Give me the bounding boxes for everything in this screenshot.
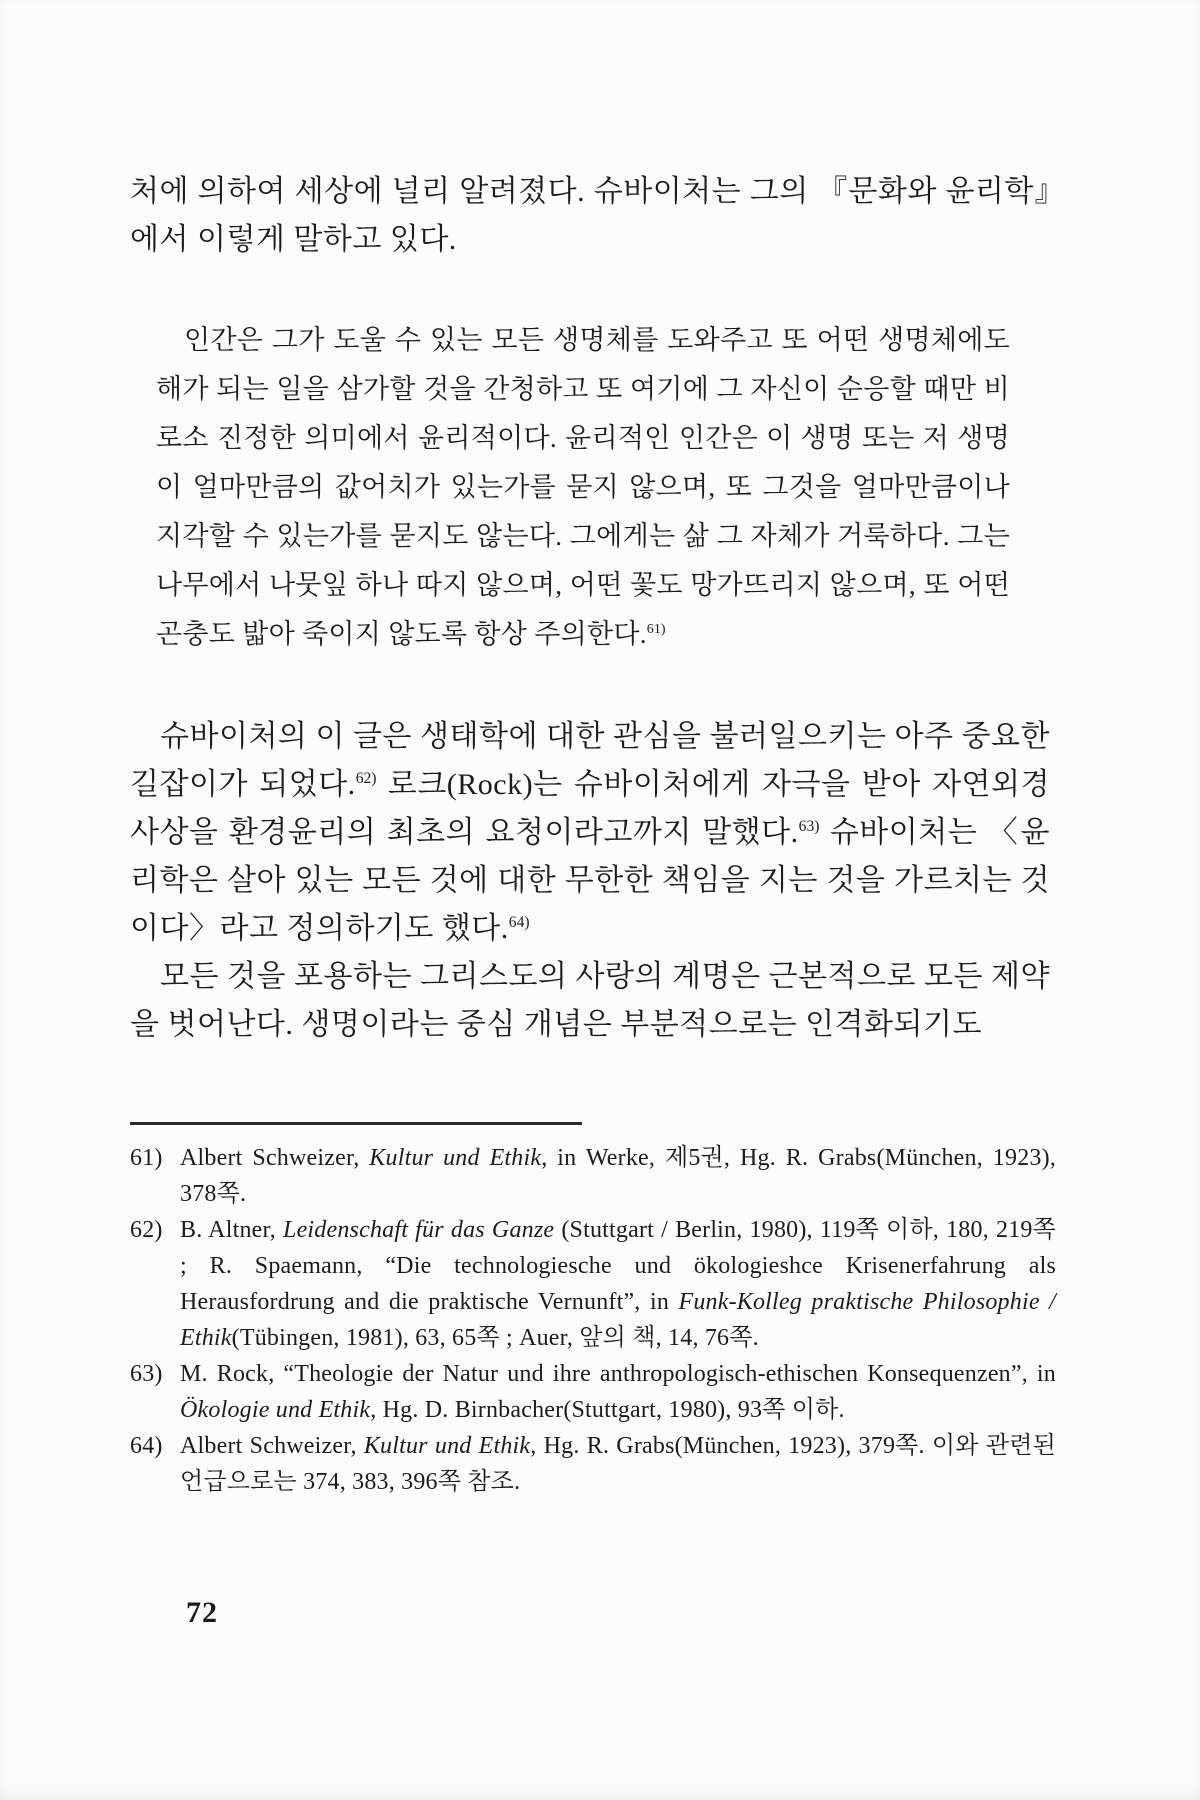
footnote-ref-64: 64): [508, 914, 530, 931]
footnote-62: [130, 1212, 1056, 1356]
footnote-64-title: Kultur und Ethik: [363, 1433, 531, 1459]
paragraph-2-text-c: 슈바이처는 〈윤리학은 살아 있는 모든 것에 대한 무한한 책임을 지는 것을 가르치는 것이다〉라고 정의하기도 했다.: [130, 816, 1050, 945]
footnote-61-title: Kultur und Ethik: [369, 1145, 542, 1171]
footnote-64-text-b: , Hg. R. Grabs(München, 1923), 379쪽. 이와 관련된 언급으로는 374, 383, 396쪽 참조.: [180, 1433, 1056, 1495]
footnote-63-title: Ökologie und Ethik: [180, 1397, 371, 1423]
footnote-62-text-c: (Tübingen, 1981), 63, 65쪽 ; Auer, 앞의 책, 14, 76쪽.: [231, 1325, 759, 1351]
footnote-64: [130, 1428, 1056, 1500]
footnote-separator-rule: [130, 1122, 582, 1125]
quote-text: 인간은 그가 도울 수 있는 모든 생명체를 도와주고 또 어떤 생명체에도 해가 되는 일을 삼가할 것을 간청하고 또 여기에 그 자신이 순응할 때만 비로소 진정한 의미에서 윤리적이다. 윤리적인 인간은 이 생명 또는 저 생명이 얼마만큼의 값어치가 있는가를 묻지 않으며, 또 그것을 얼마만큼이나 지각할 수 있는가를 묻지도 않는다. 그에게는 삶 그 자체가 거룩하다. 그는 나무에서 나뭇잎 하나 따지 않으며, 어떤 꽃도 망가뜨리지 않으며, 또 어떤 곤충도 밟아 죽이지 않도록 항상 주의한다.: [156, 325, 1010, 649]
footnote-61-text-b: , in Werke, 제5권, Hg. R. Grabs(München, 1923), 378쪽.: [180, 1145, 1056, 1207]
footnotes-section: [130, 1140, 1056, 1500]
footnote-62-text: B. Altner,: [180, 1217, 284, 1243]
page-number: 72: [186, 1596, 218, 1629]
paragraph-3-text: 모든 것을 포용하는 그리스도의 사랑의 계명은 근본적으로 모든 제약을 벗어난다. 생명이라는 중심 개념은 부분적으로는 인격화되기도: [130, 960, 1050, 1041]
footnote-64-text: Albert Schweizer,: [180, 1433, 364, 1459]
footnote-63-text-b: , Hg. D. Birnbacher(Stuttgart, 1980), 93쪽 이하.: [370, 1397, 845, 1423]
footnote-61-text: Albert Schweizer,: [180, 1145, 370, 1171]
footnote-62-text-b: (Stuttgart / Berlin, 1980), 119쪽 이하, 180, 219쪽 ; R. Spaemann, “Die technologiesche und ökologieshce Krisenerfahrung als Herausfordrung and die praktische Vernunft”, in: [180, 1217, 1056, 1315]
footnote-62-number: 62): [130, 1217, 163, 1243]
footnote-62-title-a: Leidenschaft für das Ganze: [283, 1217, 555, 1243]
paragraph-continuation: [130, 168, 1050, 264]
footnote-63-text: M. Rock, “Theologie der Natur und ihre anthropologisch-ethischen Konsequenzen”, in: [180, 1361, 1056, 1387]
page-body-text: [130, 168, 1050, 1049]
paragraph-2-text-b: 로크(Rock)는 슈바이처에게 자극을 받아 자연외경사상을 환경윤리의 최초의 요청이라고까지 말했다.: [130, 768, 1050, 849]
paragraph-3: [130, 953, 1050, 1049]
footnote-ref-62: 62): [355, 770, 377, 787]
footnote-61: [130, 1140, 1056, 1212]
footnote-63: [130, 1356, 1056, 1428]
footnote-61-number: 61): [130, 1145, 163, 1171]
paragraph-2-text-a: 슈바이처의 이 글은 생태학에 대한 관심을 불러일으키는 아주 중요한 길잡이가 되었다.: [130, 720, 1050, 801]
footnote-ref-63: 63): [798, 818, 820, 835]
footnote-ref-61: 61): [646, 621, 666, 637]
footnote-62-title-b: Funk-Kolleg praktische Philosophie / Ethik: [180, 1289, 1056, 1351]
paragraph-2: [130, 713, 1050, 953]
footnote-64-number: 64): [130, 1433, 163, 1459]
footnote-63-number: 63): [130, 1361, 163, 1387]
paragraph-1-text: 처에 의하여 세상에 널리 알려졌다. 슈바이처는 그의 『문화와 윤리학』에서 이렇게 말하고 있다.: [130, 175, 1050, 256]
block-quote: [156, 316, 1010, 659]
